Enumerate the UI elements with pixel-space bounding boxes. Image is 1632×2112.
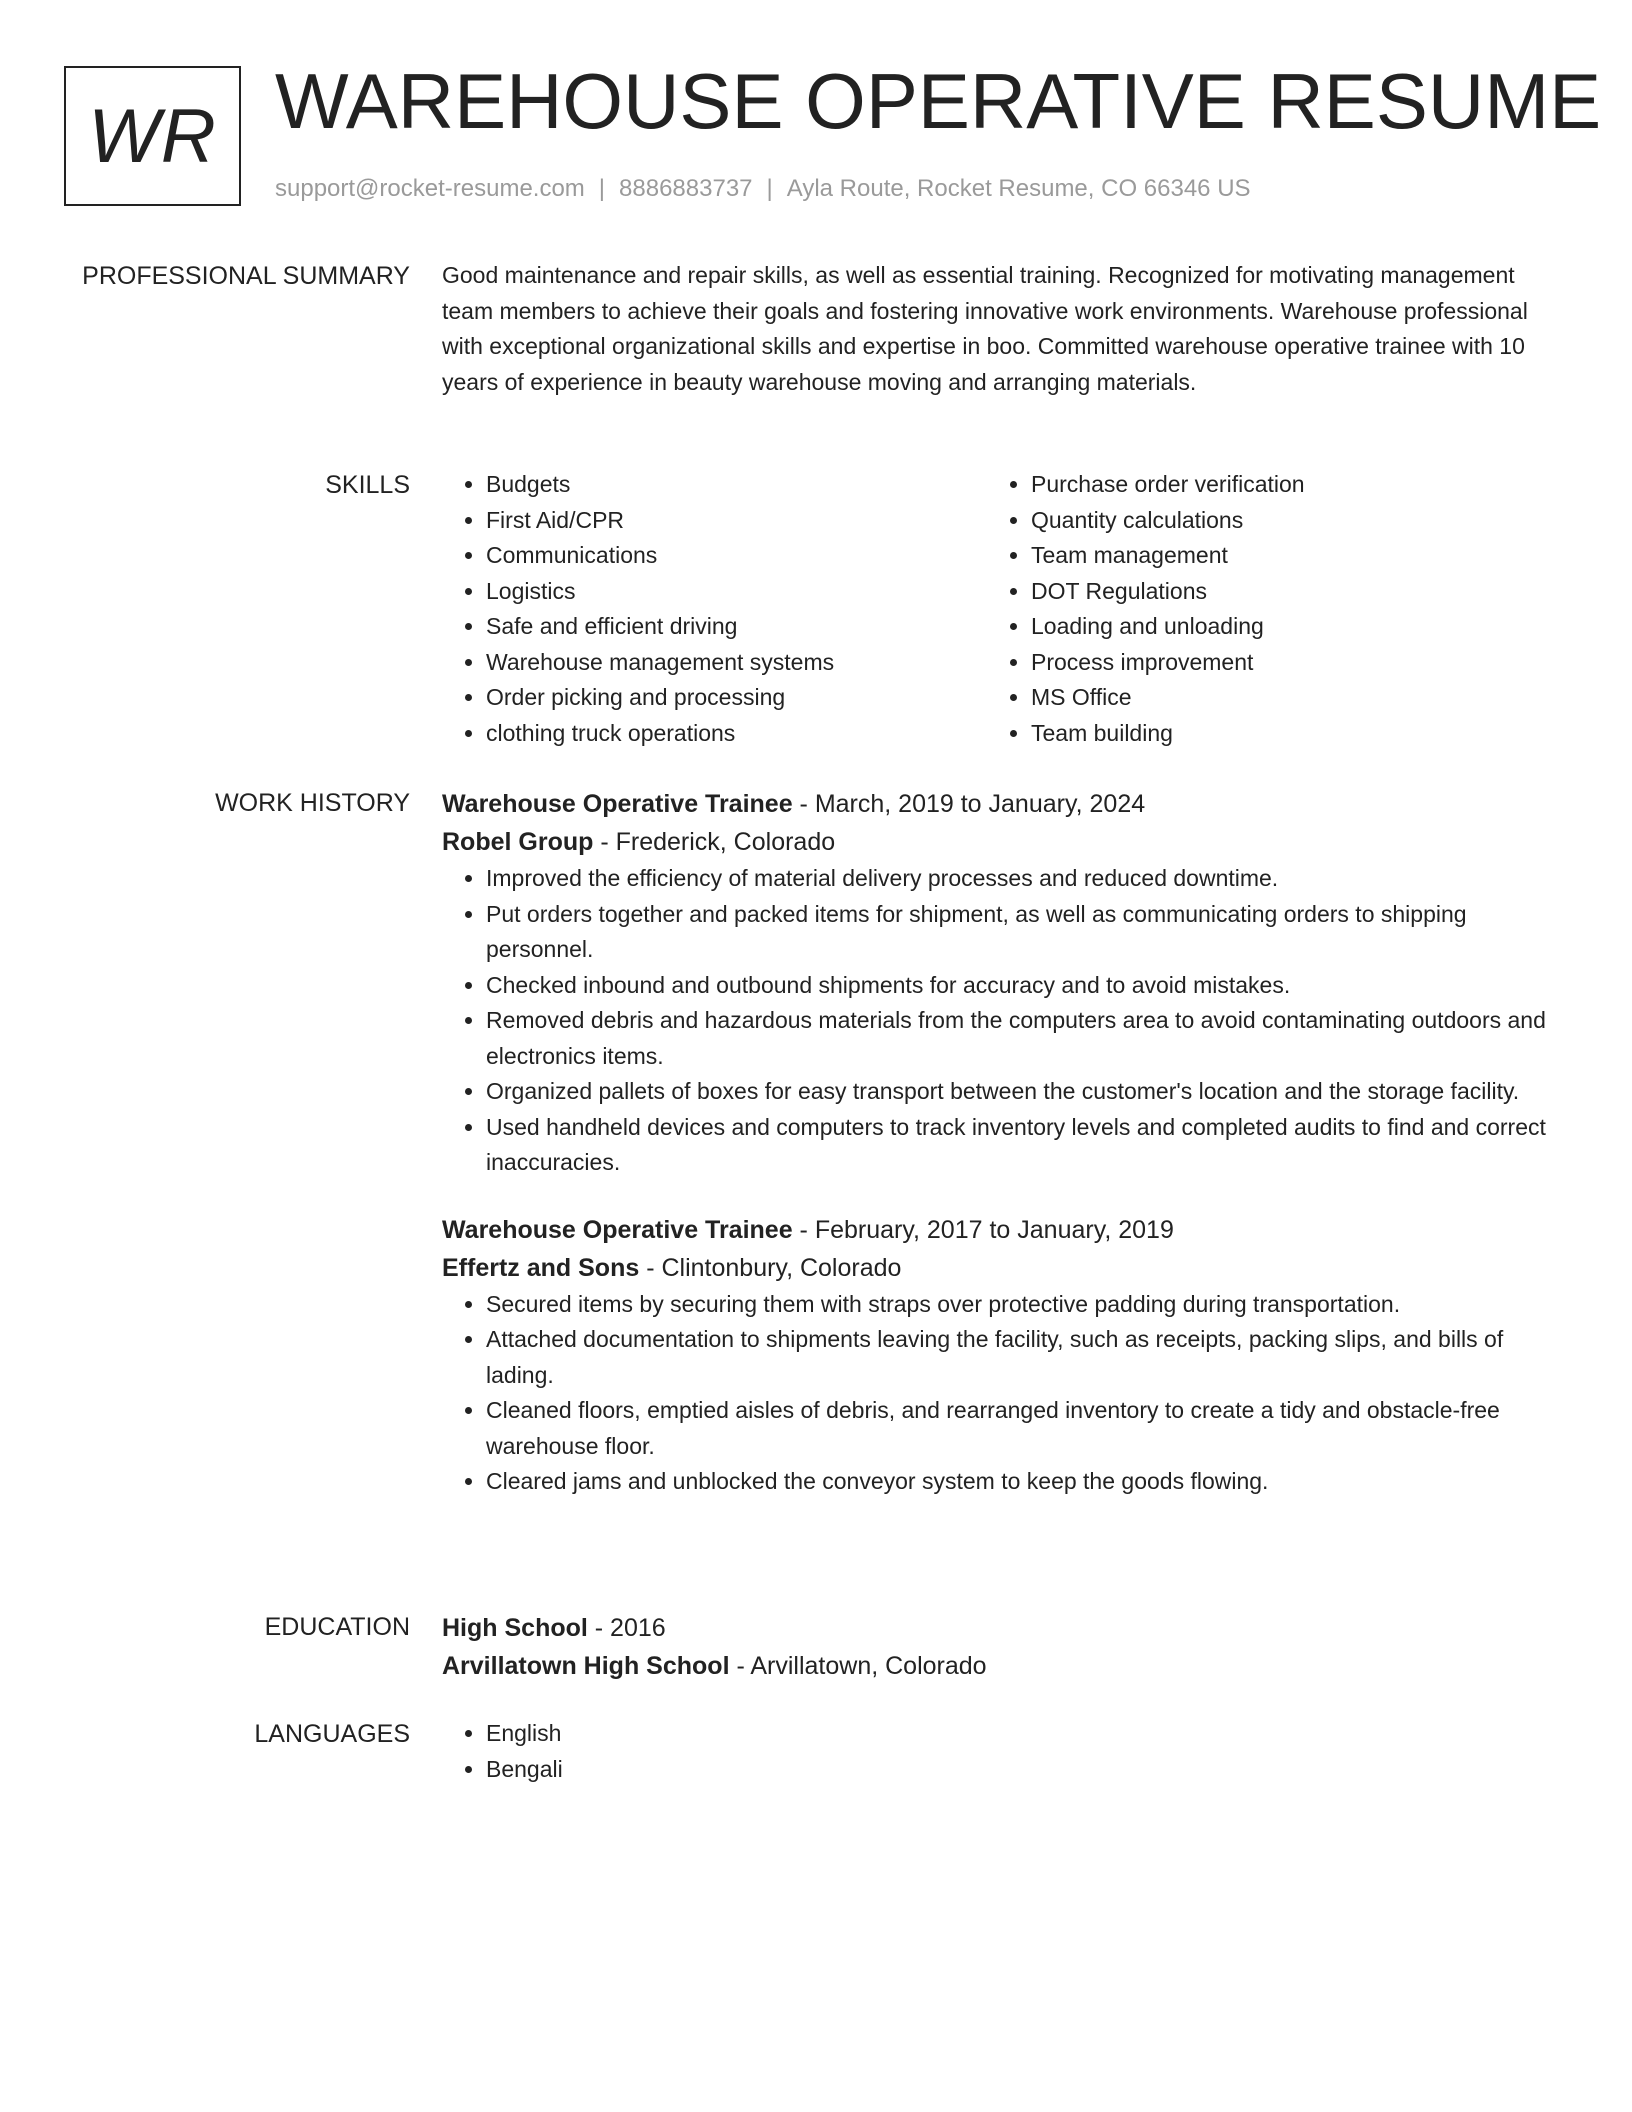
job-duty-item: • Removed debris and hazardous materials from the computers area to avoid contaminating outdoors and electronics items. (486, 1003, 1552, 1074)
job-title: Warehouse Operative Trainee (442, 1215, 793, 1244)
job-location: - Frederick, Colorado (593, 828, 836, 856)
skill-item: • DOT Regulations (1031, 574, 1532, 610)
job-duty-item: • Checked inbound and outbound shipments for accuracy and to avoid mistakes. (486, 968, 1552, 1004)
languages-list (442, 1716, 1552, 1787)
job-duty-item: • Cleared jams and unblocked the conveyor system to keep the goods flowing. (486, 1464, 1552, 1500)
education-school: Arvillatown High School (442, 1652, 730, 1680)
job-company-line (442, 823, 1552, 861)
education-location: - Arvillatown, Colorado (729, 1652, 987, 1680)
education-body (442, 1609, 1552, 1685)
skills-column-right (987, 467, 1532, 751)
job-dates: - February, 2017 to January, 2019 (792, 1215, 1174, 1244)
contact-email[interactable]: support@rocket-resume.com (275, 175, 585, 202)
job-dates: - March, 2019 to January, 2024 (792, 790, 1146, 818)
job-title: Warehouse Operative Trainee (442, 790, 793, 818)
contact-address: Ayla Route, Rocket Resume, CO 66346 US (786, 175, 1251, 202)
skill-item: • Communications (486, 538, 987, 574)
monogram-box (64, 66, 241, 206)
education-school-line (442, 1647, 1552, 1685)
section-label-languages: LANGUAGES (254, 1720, 410, 1748)
job-company: Robel Group (442, 828, 594, 856)
skill-item: • Quantity calculations (1031, 503, 1532, 539)
section-label-summary: PROFESSIONAL SUMMARY (82, 262, 410, 290)
skill-item: • First Aid/CPR (486, 503, 987, 539)
skill-item: • Purchase order verification (1031, 467, 1532, 503)
job-entry (442, 1211, 1552, 1500)
job-company-line (442, 1249, 1552, 1287)
job-duty-item: • Used handheld devices and computers to track inventory levels and completed audits to find and correct inaccuracies. (486, 1110, 1552, 1181)
skills-column-left (442, 467, 987, 751)
skill-item: • MS Office (1031, 680, 1532, 716)
job-duty-item: • Improved the efficiency of material delivery processes and reduced downtime. (486, 861, 1552, 897)
education-degree: High School (442, 1614, 588, 1642)
skill-item: • Safe and efficient driving (486, 609, 987, 645)
language-item: • English (486, 1716, 1552, 1752)
contact-line (275, 172, 1251, 206)
languages-body (442, 1716, 1552, 1787)
education-degree-line (442, 1609, 1552, 1647)
skill-item: • Order picking and processing (486, 680, 987, 716)
contact-separator: | (598, 175, 606, 202)
skills-list-right (987, 467, 1532, 751)
job-location: - Clintonbury, Colorado (639, 1253, 902, 1282)
contact-separator: | (766, 175, 773, 202)
skill-item: • Team building (1031, 716, 1532, 752)
section-label-skills: SKILLS (325, 471, 410, 499)
job-title-line (442, 1211, 1552, 1249)
skill-item: • Warehouse management systems (486, 645, 987, 681)
skills-list-left (442, 467, 987, 751)
job-entry (442, 785, 1552, 1181)
language-item: • Bengali (486, 1752, 1552, 1788)
job-duties-list (442, 861, 1552, 1181)
job-duty-item: • Organized pallets of boxes for easy transport between the customer's location and the storage facility. (486, 1074, 1552, 1110)
job-company: Effertz and Sons (442, 1253, 640, 1282)
job-duties-list (442, 1287, 1552, 1500)
skill-item: • Loading and unloading (1031, 609, 1532, 645)
resume-title: WAREHOUSE OPERATIVE RESUME (275, 57, 1602, 145)
skill-item: • Team management (1031, 538, 1532, 574)
job-duty-item: • Attached documentation to shipments leaving the facility, such as receipts, packing slips, and bills of lading. (486, 1322, 1552, 1393)
work-history-body (442, 785, 1552, 1500)
section-label-education: EDUCATION (264, 1613, 410, 1641)
job-duty-item: • Secured items by securing them with straps over protective padding during transportation. (486, 1287, 1552, 1323)
contact-phone[interactable]: 8886883737 (619, 175, 753, 202)
skill-item: • Budgets (486, 467, 987, 503)
skill-item: • clothing truck operations (486, 716, 987, 752)
section-label-work-history: WORK HISTORY (215, 789, 410, 817)
job-title-line (442, 785, 1552, 823)
job-duty-item: • Cleaned floors, emptied aisles of debris, and rearranged inventory to create a tidy and obstacle-free warehouse floor. (486, 1393, 1552, 1464)
job-duty-item: • Put orders together and packed items for shipment, as well as communicating orders to shipping personnel. (486, 897, 1552, 968)
skill-item: • Logistics (486, 574, 987, 610)
summary-text: Good maintenance and repair skills, as well as essential training. Recognized for motivating management team members to achieve their goals and fostering innovative work environments. Warehouse professional with exceptional organizational skills and expertise in boo. Committed warehouse operative trainee with 10 years of experience in beauty warehouse moving and arranging materials. (442, 262, 1528, 395)
monogram-initials: WR (88, 93, 217, 179)
skills-body (442, 467, 1552, 751)
skills-grid (442, 467, 1552, 751)
skill-item: • Process improvement (1031, 645, 1532, 681)
education-year: - 2016 (587, 1614, 666, 1642)
